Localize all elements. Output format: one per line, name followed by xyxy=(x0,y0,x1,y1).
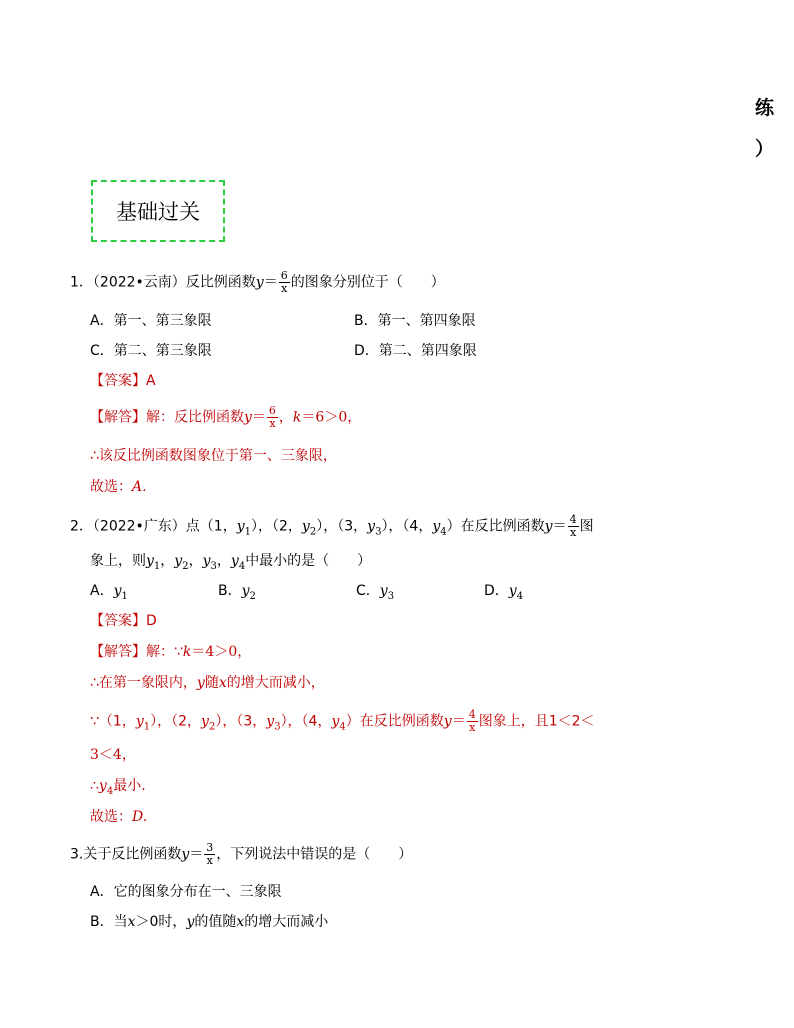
q2-opt-b-sub: 2 xyxy=(249,590,256,602)
q1-solution-line-1 xyxy=(90,405,361,430)
q2-answer xyxy=(90,612,157,630)
q2-sub-1: 1 xyxy=(244,526,251,538)
q1-sol-var-y: y xyxy=(244,409,252,426)
q2-r3-text-c: ），（3， xyxy=(215,713,267,730)
q2-l2-y3: y xyxy=(202,553,211,569)
q2-r3-fraction xyxy=(467,709,478,734)
q2-r3-sub4: 4 xyxy=(339,721,346,733)
q2-r2-text-a: ∴在第一象限内， xyxy=(90,675,197,691)
q2-r5-text: 最小. xyxy=(113,778,146,794)
q2-l2-sub1: 1 xyxy=(153,560,161,572)
q3-optb-var-y: y xyxy=(186,914,195,930)
q2-r3-sub2: 2 xyxy=(208,721,216,733)
q2-l2-y1: y xyxy=(146,553,154,569)
q2-r3-sub3: 3 xyxy=(274,721,281,733)
q3-optb-text-c: 的值随 xyxy=(194,914,237,930)
q2-r2-var-x: x xyxy=(218,675,227,691)
q2-option-d xyxy=(484,582,523,606)
q2-opt-c-sub: 3 xyxy=(387,590,395,602)
q2-l2-sub2: 2 xyxy=(182,560,189,572)
q1-option-b: B．第一、第四象限 xyxy=(354,313,476,329)
q2-frac-den: x xyxy=(569,526,577,539)
q2-var-y1: y xyxy=(236,518,245,535)
q2-opt-c-label: C． xyxy=(356,583,380,599)
q2-r3-sub1: 1 xyxy=(143,721,151,733)
q2-opt-c-y: y xyxy=(379,583,388,599)
edge-char-lian: 练 xyxy=(755,97,775,119)
q2-var-y2: y xyxy=(301,518,310,535)
q2-solution-line-5 xyxy=(90,777,146,801)
question-2-line-1 xyxy=(70,514,594,541)
q2-r3-equals: ＝ xyxy=(451,713,466,730)
q3-option-b xyxy=(90,913,328,931)
q2-r3-frac-num: 4 xyxy=(468,708,476,721)
q2-r5-var-y: y xyxy=(98,778,107,794)
q1-sol-comma: ， xyxy=(278,409,293,426)
q2-sol-var-k: k xyxy=(182,644,192,660)
q3-frac-num: 3 xyxy=(206,841,214,854)
q2-r3-frac-den: x xyxy=(469,721,476,734)
q1-sol-text-d: ＝6＞0， xyxy=(301,409,362,426)
q1-suffix: 的图象分别位于（ ） xyxy=(290,274,445,291)
question-2-line-2 xyxy=(90,552,371,576)
q1-option-a: A．第一、第三象限 xyxy=(90,313,212,329)
q1-frac-den: x xyxy=(281,282,288,295)
q2-opt-b-y: y xyxy=(241,583,250,599)
q3-frac-den: x xyxy=(206,854,213,867)
q3-optb-text-b: ＞0时， xyxy=(135,914,187,930)
q2-text-5: ）在反比例函数 xyxy=(446,518,545,535)
q2-opt-d-label: D． xyxy=(484,583,509,599)
q2-text-4: ），（4， xyxy=(381,518,433,535)
q2-sol-text-a: 解：∵ xyxy=(146,644,183,660)
q3-optb-text-d: 的增大而减小 xyxy=(244,914,329,930)
q2-r3-var-y: y xyxy=(443,713,452,730)
q1-choose-label: 故选： xyxy=(90,479,132,495)
q2-choose-label: 故选： xyxy=(90,809,132,825)
q2-l2-comma3: ， xyxy=(216,553,231,569)
q2-frac-num: 4 xyxy=(569,513,577,526)
q2-l2-text-b: 中最小的是（ ） xyxy=(245,553,372,569)
q2-l2-text-a: 象上，则 xyxy=(90,553,146,569)
q1-sol-frac-num: 6 xyxy=(268,404,276,417)
q2-opt-a-y: y xyxy=(113,583,122,599)
q2-answer-tag: 【答案】 xyxy=(90,613,146,629)
q2-fraction xyxy=(568,514,579,539)
q2-opt-b-label: B． xyxy=(218,583,242,599)
q1-frac-num: 6 xyxy=(280,269,288,282)
q2-l2-sub4: 4 xyxy=(238,560,246,572)
q2-text-1: 2．（2022•广东）点（1， xyxy=(70,518,237,535)
q3-text-2: ，下列说法中错误的是（ ） xyxy=(216,846,413,863)
q2-r2-text-b: 随 xyxy=(204,675,219,691)
q2-sub-2: 2 xyxy=(309,526,317,538)
q2-var-y3: y xyxy=(367,518,376,535)
q2-opt-a-label: A． xyxy=(90,583,114,599)
q2-l2-comma2: ， xyxy=(188,553,203,569)
q2-solution-line-2 xyxy=(90,674,325,692)
q2-r3-text-e: ）在反比例函数 xyxy=(345,713,444,730)
q3-equals: ＝ xyxy=(189,846,204,863)
q2-text-6: 图 xyxy=(579,518,594,535)
q2-text-2: ），（2， xyxy=(251,518,302,535)
q3-var-y: y xyxy=(181,846,190,863)
q2-option-a xyxy=(90,582,128,606)
q2-r3-text-f: 图象上，且1＜2＜ xyxy=(478,713,595,730)
q3-optb-var-x: x xyxy=(127,914,136,930)
q2-solution-line-6 xyxy=(90,808,147,826)
q3-optb-text-a: B．当 xyxy=(90,914,128,930)
q3-optb-var-x2: x xyxy=(236,914,245,930)
q2-r3-text-a: ∵（1， xyxy=(90,713,136,730)
q2-solution-line-1 xyxy=(90,643,251,661)
q2-sub-3: 3 xyxy=(375,526,382,538)
q2-choose-value: D. xyxy=(132,809,148,825)
question-1 xyxy=(70,270,445,295)
q2-solution-line-4: 3＜4， xyxy=(90,747,136,763)
q2-equals: ＝ xyxy=(552,518,567,535)
q2-l2-sub3: 3 xyxy=(210,560,217,572)
q1-prefix: 1．（2022•云南）反比例函数 xyxy=(70,274,256,291)
q1-sol-equals: ＝ xyxy=(251,409,266,426)
q2-option-b xyxy=(218,582,256,606)
q2-answer-value: D xyxy=(146,613,157,629)
q1-sol-text-a: 解：反比例函数 xyxy=(146,409,244,426)
q2-r3-y1: y xyxy=(135,713,144,730)
q1-solution-line-2: ∴该反比例函数图象位于第一、三象限， xyxy=(90,448,337,464)
q1-sol-var-k: k xyxy=(292,409,302,426)
q1-option-d: D．第二、第四象限 xyxy=(354,343,477,359)
q2-r5-sub: 4 xyxy=(106,785,114,797)
q2-l2-comma1: ， xyxy=(160,553,175,569)
q1-equals: ＝ xyxy=(263,274,278,291)
q1-answer-value: A xyxy=(146,373,156,389)
q1-fraction xyxy=(279,270,290,295)
q1-choose-value: A. xyxy=(132,479,147,495)
q2-sub-4: 4 xyxy=(440,526,447,538)
q2-r2-var-y: y xyxy=(196,675,205,691)
q2-r5-therefore: ∴ xyxy=(90,778,99,794)
q2-r3-text-b: ），（2， xyxy=(150,713,202,730)
q1-answer-tag: 【答案】 xyxy=(90,373,146,389)
q2-solution-line-3 xyxy=(90,709,595,736)
q2-solution-tag: 【解答】 xyxy=(90,644,146,660)
edge-char-paren: ） xyxy=(755,138,775,160)
q2-opt-d-y: y xyxy=(508,583,517,599)
q2-option-c xyxy=(356,582,394,606)
q1-solution-line-3 xyxy=(90,478,147,496)
q2-r2-text-c: 的增大而减小， xyxy=(226,675,325,691)
q3-fraction xyxy=(204,842,215,867)
q2-opt-d-sub: 4 xyxy=(516,590,524,602)
q1-var-y: y xyxy=(255,274,264,291)
q2-sol-text-b: ＝4＞0， xyxy=(191,644,252,660)
q2-r3-y2: y xyxy=(201,713,209,730)
question-3 xyxy=(70,842,412,867)
q2-r3-y3: y xyxy=(266,713,275,730)
q2-r3-text-d: ），（4， xyxy=(280,713,332,730)
q3-text-1: 3.关于反比例函数 xyxy=(70,846,182,863)
q3-option-a: A．它的图象分布在一、三象限 xyxy=(90,884,282,900)
q2-r3-y4: y xyxy=(331,713,340,730)
section-heading-box xyxy=(91,180,225,242)
q1-solution-tag: 【解答】 xyxy=(90,409,146,426)
q2-l2-y4: y xyxy=(230,553,239,569)
q2-var-y4: y xyxy=(432,518,441,535)
q2-text-3: ），（3， xyxy=(316,518,368,535)
q1-sol-frac-den: x xyxy=(269,417,276,430)
q1-sol-fraction xyxy=(267,405,278,430)
q2-opt-a-sub: 1 xyxy=(121,590,128,602)
q1-option-c: C．第二、第三象限 xyxy=(90,343,212,359)
section-title: 基础过关 xyxy=(116,200,200,224)
q2-var-y: y xyxy=(544,518,553,535)
q1-answer xyxy=(90,372,156,390)
q2-l2-y2: y xyxy=(174,553,183,569)
